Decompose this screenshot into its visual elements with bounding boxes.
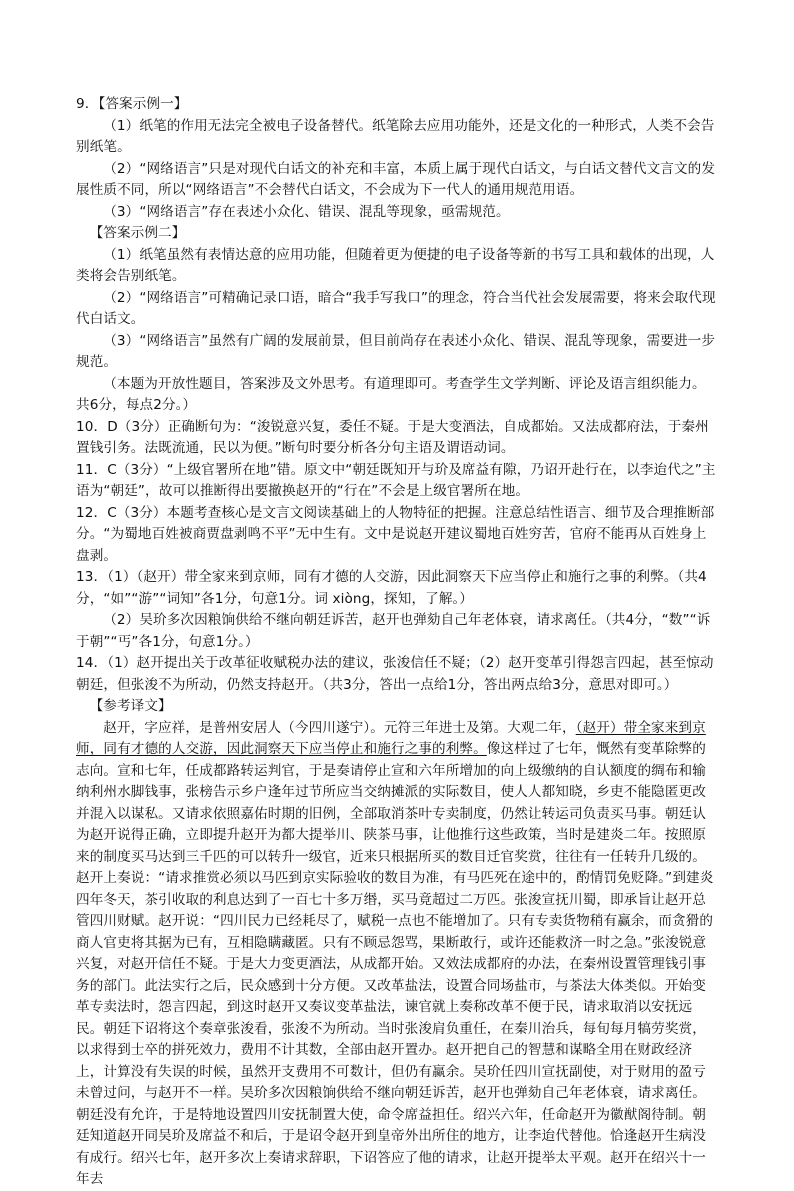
translation-underlined-sentence: （赵开）带全家来到京师，同有才德的人交游，因此洞察天下应当停止和施行之事的利弊。 xyxy=(76,719,706,757)
q9-title: 9．【答案示例一】 xyxy=(76,96,188,112)
q9-example2-point3: （3）“网络语言”虽然有广阔的发展前景，但目前尚存在表述小众化、错误、混乱等现象，需要进一步规范。 xyxy=(76,332,716,370)
reference-translation-body xyxy=(76,718,716,1191)
q9-example2-point1: （1）纸笔虽然有表情达意的应用功能，但随着更为便捷的电子设备等新的书写工具和载体的出现，人类将会告别纸笔。 xyxy=(76,246,715,284)
q9-example1-point1: （1）纸笔的作用无法完全被电子设备替代。纸笔除去应用功能外，还是文化的一种形式，人类不会告别纸笔。 xyxy=(76,117,715,155)
q13-answer-part1: 13．（1）（赵开）带全家来到京师，同有才德的人交游，因此洞察天下应当停止和施行之事的利弊。（共4分，“如”“游”“词知”各1分，句意1分。词 xiòng，探知，了解。） xyxy=(76,569,707,607)
q12-answer: 12．C（3分）本题考查核心是文言文阅读基础上的人物特征的把握。注意总结性语言、细节及合理推断部分。“为蜀地百姓被商贾盘剥鸣不平”无中生有。文中是说赵开建议蜀地百姓穷苦，官府不能再从百姓身上盘剥。 xyxy=(76,504,715,564)
q9-example2-title: 【答案示例二】 xyxy=(89,225,186,241)
q11-answer: 11．C（3分）“上级官署所在地”错。原文中“朝廷既知开与玠及席益有隙，乃诏开赴行在，以李迨代之”主语为“朝廷”，故可以推断得出要撤换赵开的“行在”不会是上级官署所在地。 xyxy=(76,461,716,499)
q9-scoring-note: （本题为开放性题目，答案涉及文外思考。有道理即可。考查学生文学判断、评论及语言组织能力。共6分，每点2分。） xyxy=(76,375,706,413)
q9-example1-point2: （2）“网络语言”只是对现代白话文的补充和丰富，本质上属于现代白话文，与白话文替代文言文的发展性质不同，所以“网络语言”不会替代白话文，不会成为下一代人的通用规范用语。 xyxy=(76,160,716,198)
translation-opening: 赵开，字应祥，是普州安居人（今四川遂宁）。元符三年进士及第。大观二年， xyxy=(103,719,576,736)
q9-example1-point3: （3）“网络语言”存在表述小众化、错误、混乱等现象，亟需规范。 xyxy=(103,203,510,220)
q10-answer: 10．D（3分）正确断句为：“浚锐意兴复，委任不疑。于是大变酒法，自成都始。又法成都府法，于秦州置钱引务。法既流通，民以为便。”断句时要分析各分句主语及谓语动词。 xyxy=(76,418,709,456)
q9-example2-point2: （2）“网络语言”可精确记录口语，暗合“我手写我口”的理念，符合当代社会发展需要，将来会取代现代白话文。 xyxy=(76,289,716,327)
q14-answer: 14．（1）赵开提出关于改革征收赋税办法的建议，张浚信任不疑；（2）赵开变革引得怨言四起，甚至惊动朝廷，但张浚不为所动，仍然支持赵开。（共3分，答出一点给1分，答出两点给3分，意思对即可。） xyxy=(76,655,714,693)
answer-document xyxy=(76,94,716,1191)
q13-answer-part2: （2）吴玠多次因粮饷供给不继向朝廷诉苦，赵开也弹劾自己年老体衰，请求离任。（共4分，“数”“诉于朝”“丐”各1分，句意1分。） xyxy=(76,612,711,650)
translation-continuation: 像这样过了七年，慨然有变革除弊的志向。宣和七年，任成都路转运判官，于是奏请停止宣和六年所增加的向上级缴纳的自认额度的绸布和输纳利州水脚钱事，张榜告示乡户逢年过节所应当交纳摊派的实际数目，使人人都知晓，乡吏不能隐匿更改并混入以谋私。又请求依照嘉佑时期的旧例，全部取消茶叶专卖制度，仍然让转运司负责买马事。朝廷认为赵开说得正确，立即提升赵开为都大提举川、陕茶马事，让他推行这些政策，当时是建炎二年。按照原来的制度买马达到三千匹的可以转升一级官，近来只根据所买的数目迁官奖赏，往往有一任转升几级的。赵开上奏说：“请求推赏必须以马匹到京实际验收的数目为准，有马匹死在途中的，酌情罚免贬降。”到建炎四年冬天，茶引收取的利息达到了一百七十多万缗，买马竟超过二万匹。张浚宣抚川蜀，即承旨让赵开总管四川财赋。赵开说：“四川民力已经耗尽了，赋税一点也不能增加了。只有专卖货物稍有赢余，而贪猾的商人官吏将其据为已有，互相隐瞒藏匿。只有不顾忌怨骂，果断敢行，或许还能救济一时之急。”张浚锐意兴复，对赵开信任不疑。于是大力变更酒法，从成都开始。又效法成都府的办法，在秦州设置管理钱引事务的部门。此法实行之后，民众感到十分方便。又改革盐法，设置合同场盐市，与茶法大体类似。开始变革专卖法时，怨言四起，到这时赵开又奏议变革盐法，谏官就上奏称改革不便于民，请求取消以安抚远民。朝廷下诏将这个奏章张浚看，张浚不为所动。当时张浚肩负重任，在秦川治兵，每旬每月犒劳奖赏，以求得到士卒的拼死效力，费用不计其数，全部由赵开置办。赵开把自己的智慧和谋略全用在财政经济上，计算没有失误的时候，虽然开支费用不可数计，但仍有赢余。吴玠任四川宣抚副使，对于财用的盈亏未曾过问，与赵开不一样。吴玠多次因粮饷供给不继向朝廷诉苦，赵开也弹劾自己年老体衰，请求离任。朝廷没有允许，于是特地设置四川安抚制置大使，命令席益担任。绍兴六年，任命赵开为徽猷阁待制。朝廷知道赵开同吴玠及席益不和后，于是诏令赵开到皇帝外出所住的地方，让李迨代替他。恰逢赵开生病没有成行。绍兴七年，赵开多次上奏请求辞职，下诏答应了他的请求，让赵开提举太平观。赵开在绍兴十一年去 xyxy=(76,741,714,1187)
reference-translation-title: 【参考译文】 xyxy=(89,698,172,714)
